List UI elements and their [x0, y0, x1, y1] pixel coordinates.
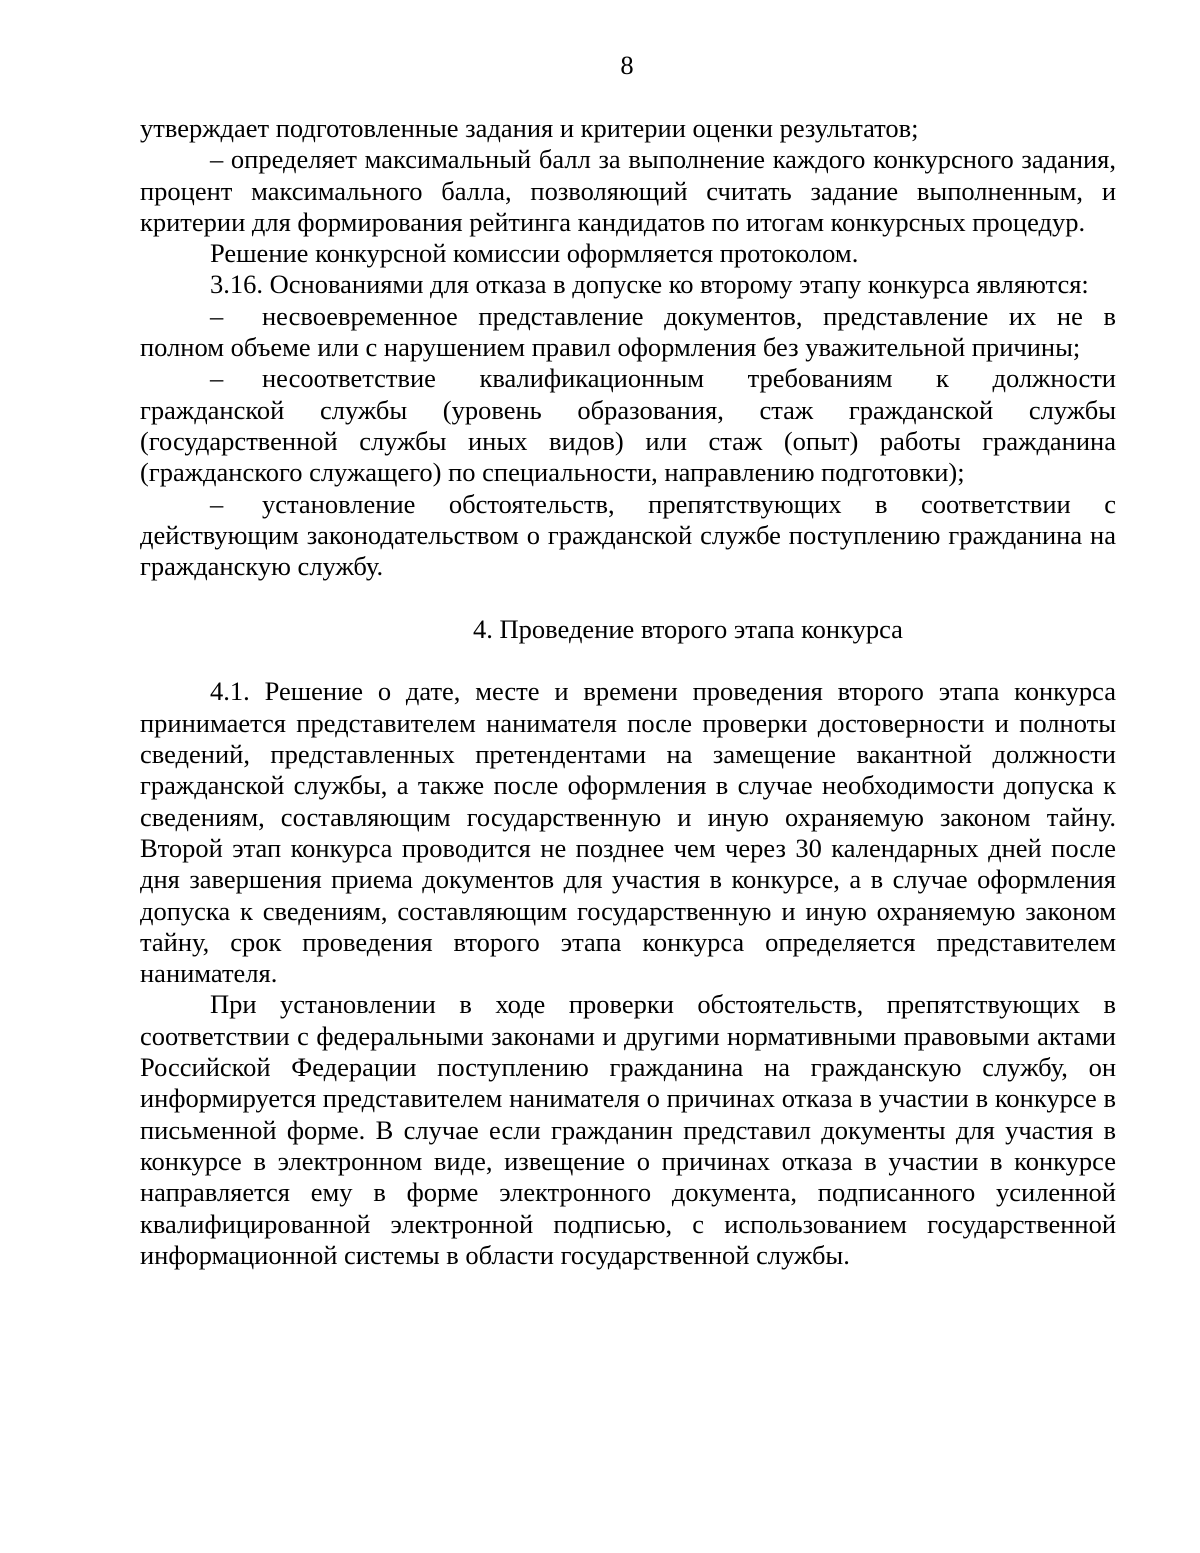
commission-decision-paragraph: Решение конкурсной комиссии оформляется протоколом.	[210, 238, 859, 269]
continuation-paragraph: утверждает подготовленные задания и критерии оценки результатов;	[140, 113, 919, 143]
refusal-ground-item	[140, 363, 1116, 488]
clause-4-1-paragraph: 4.1. Решение о дате, месте и времени проведения второго этапа конкурса принимается представителем нанимателя после проверки достоверности и полноты сведений, представленных претендентами на замещение вакантной должности гражданской службы, а также после оформления в случае необходимости допуска к сведениям, составляющим государственную и иную охраняемую законом тайну. Второй этап конкурса проводится не позднее чем через 30 календарных дней после дня завершения приема документов для участия в конкурсе, а в случае оформления допуска к сведениям, составляющим государственную и иную охраняемую законом тайну, срок проведения второго этапа конкурса определяется представителем нанимателя.	[140, 676, 1116, 989]
list-dash: –	[210, 363, 224, 394]
refusal-ground-text: установление обстоятельств, препятствующих в соответствии с действующим законодательством о гражданской службе поступлению гражданина на гражданскую службу.	[140, 488, 1116, 582]
section-4-heading: 4. Проведение второго этапа конкурса	[473, 614, 903, 645]
refusal-notification-paragraph: При установлении в ходе проверки обстоятельств, препятствующих в соответствии с федеральными законами и другими нормативными правовыми актами Российской Федерации поступлению гражданина на гражданскую службу, он информируется представителем нанимателя о причинах отказа в участии в конкурсе в письменной форме. В случае если гражданин представил документы для участия в конкурсе в электронном виде, извещение о причинах отказа в участии в конкурсе направляется ему в форме электронного документа, подписанного усиленной квалифицированной электронной подписью, с использованием государственной информационной системы в области государственной службы.	[140, 989, 1116, 1270]
refusal-ground-text: несоответствие квалификационным требованиям к должности гражданской службы (уровень образования, стаж гражданской службы (государственной службы иных видов) или стаж (опыт) работы гражданина (гражданского служащего) по специальности, направлению подготовки);	[140, 363, 1116, 488]
refusal-ground-text: несвоевременное представление документов, представление их не в полном объеме или с нарушением правил оформления без уважительной причины;	[140, 300, 1116, 363]
commission-duty-paragraph: – определяет максимальный балл за выполнение каждого конкурсного задания, процент максимального балла, позволяющий считать задание выполненным, и критерии для формирования рейтинга кандидатов по итогам конкурсных процедур.	[140, 144, 1116, 237]
page-number: 8	[620, 50, 634, 80]
clause-3-16-paragraph: 3.16. Основаниями для отказа в допуске ко второму этапу конкурса являются:	[210, 269, 1089, 300]
refusal-ground-item	[140, 489, 1116, 583]
document-body	[140, 113, 1116, 1271]
list-dash: –	[210, 488, 224, 519]
refusal-ground-item	[140, 301, 1116, 364]
list-dash: –	[210, 300, 224, 331]
